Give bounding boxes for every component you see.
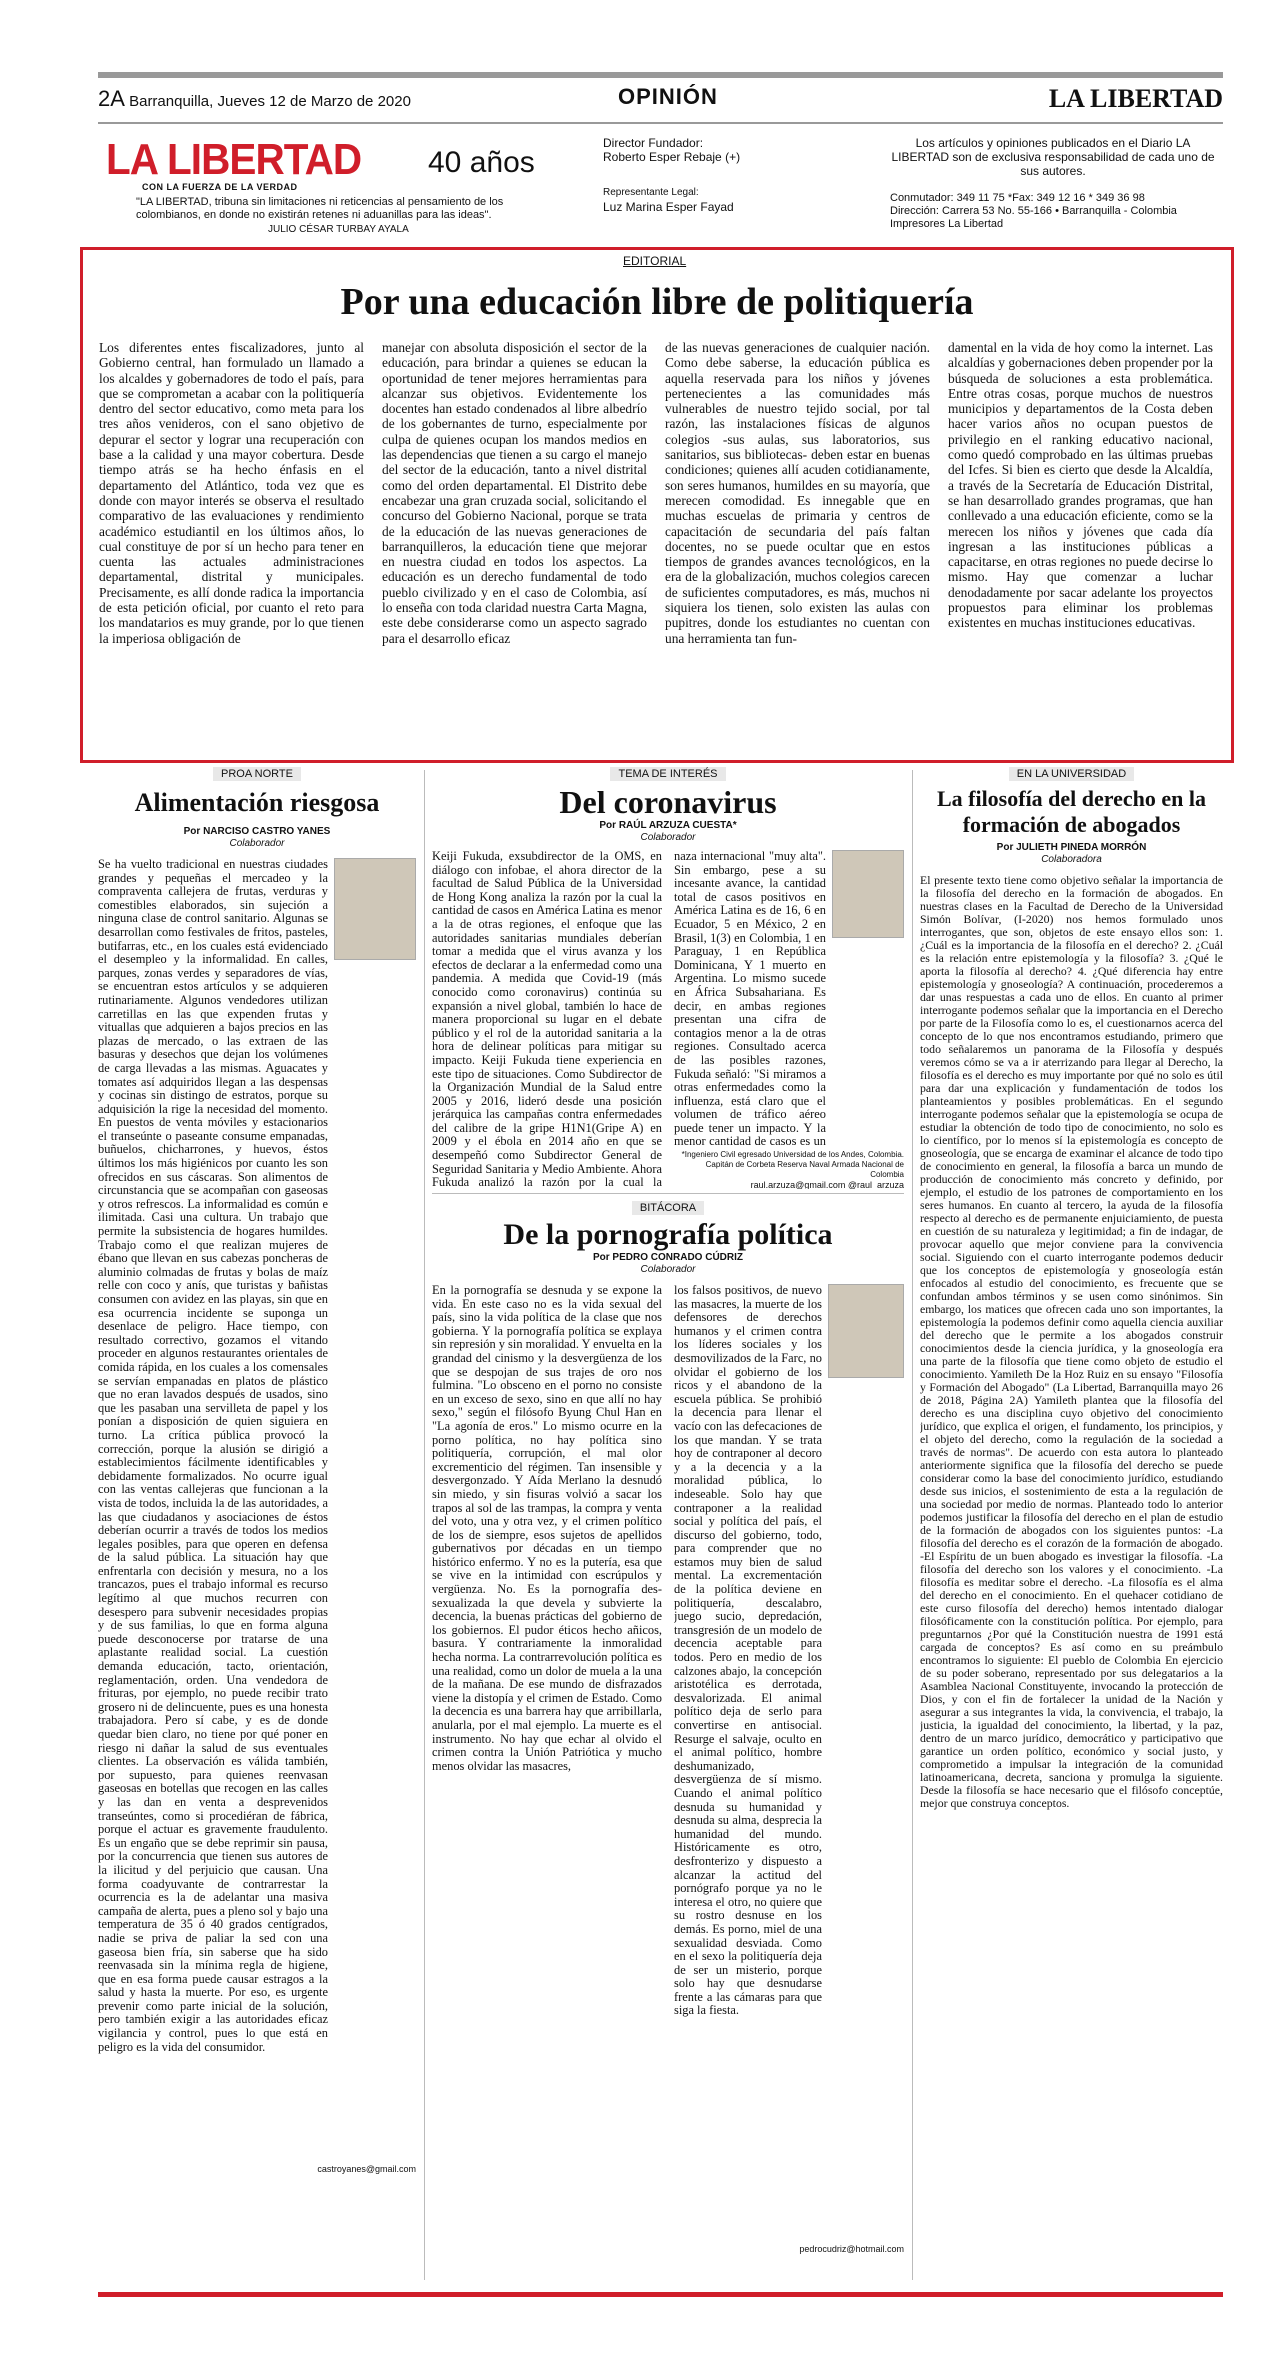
article-body: Se ha vuelto tradicional en nuestras ciudades grandes y pequeñas el mercadeo y la compraventa callejera de frutas, verduras y comestibles elaborados, sin sujeción a ninguna clase de control sanitario. Algunas se desarrollan como festivales de fritos, pasteles, butifarras, etc., en los cuales está evidenciado el desempleo y la informalidad. En calles, parques, zonas verdes y separadores de vías, se encuentran estos artículos y se adquieren rutinariamente. Algunos vendedores utilizan carretillas en las que expenden frutas y vituallas que adquieren a bajos precios en las plazas de mercado, o las extraen de las basuras y desechos que dejan los volúmenes de carga llevadas a las mismas. Aguacates y tomates así adquiridos llegan a las despensas y cocinas sin distingo de estratos, porque su adquisición la rige la necesidad del momento. En puestos de venta móviles y estacionarios el transeúnte o paseante consume empanadas, buñuelos, chicharrones, y huevos, éstos últimos los más higiénicos por cuanto les son ofrecidos en sus cáscaras. Son alimentos de circunstancia que se acompañan con gaseosas y otros refrescos. La informalidad es común e ilimitada. Casi una cultura. Un trabajo que permite la subsistencia de hogares humildes. Trabajo como el que realizan mujeres de ébano que llevan en sus cabezas poncheras de aluminio colmadas de frutas y bolas de maíz relle con coco y anís, que turistas y bañistas consumen con avidez en las playas, sin que en esa ocurrencia incidente se suponga un desenlace de peligro. Hace tiempo, con resultado correctivo, gozamos el vitando proceder en algunos restaurantes orientales de comida rápida, en los cuales a los comensales se servían empanadas en platos de plástico que no eran lavados después de usados, sino que les pasaban una servilleta de papel y los ponían a disposición de quien siguiera en turno. La crítica pública provocó la corrección, porque la alusión se dirigió a establecimientos fácilmente identificables y debidamente formalizados. No ocurre igual con las ventas callejeras que funcionan a la vista de todos, incluida la de las autoridades, a las que ciudadanos y asociaciones de éstos deberían ocurrir a través de todos los medios legales posibles, para que operen en defensa de la salud pública. La situación hay que enfrentarla con decisión y mesura, no a los trancazos, pues el trabajo informal es recurso legítimo al que muchos recurren con desespero para subvenir necesidades propias y de sus familias, lo que en forma alguna puede desconocerse por tratarse de una aplastante realidad social. La cuestión demanda educación, tacto, orientación, reglamentación, orden. Una vendedora de frituras, por ejemplo, no puede recibir trato grosero ni de delincuente, pues es una honesta trabajadora. Pero sí cabe, y es de donde quedar bien claro, no tiene por qué poner en riesgo ni dañar la salud de sus eventuales clientes. La observación es válida también, por supuesto, para quienes reenvasan gaseosas en botellas que recogen en las calles y las dan en venta a desprevenidos transeúntes, como si procediéran de fábrica, porque el actuar es gravemente fraudulento. Es un engaño que se debe reprimir sin pausa, por la concurrencia que tienen sus autores de la ilicitud y del perjuicio que causan. Una forma coadyuvante de contrarrestar la ocurrencia es la de adelantar una masiva campaña de alerta, pues a pleno sol y bajo una temperatura de 35 ó 40 grados centígrados, nadie se priva de paliar la sed con una gaseosa bien fría, sin saberse que ha sido reenvasada sin la mínima regla de higiene, que en esa forma puede causar estragos a la salud y hasta la muerte. Por eso, es urgente prevenir como parte inicial de la solución, pero también exigir a las autoridades eficaz vigilancia y control, pues lo que está en peligro es la vida del consumidor.: [98, 858, 328, 2054]
slogan: CON LA FUERZA DE LA VERDAD: [142, 182, 298, 192]
quote-author: JULIO CÉSAR TURBAY AYALA: [268, 224, 409, 235]
editorial-col-2: manejar con absoluta disposición el sector de la educación, para brindar a quienes se educan la oportunidad de tener mejores herramientas para alcanzar sus objetivos. Evidentemente los docentes han estado condenados al libre albedrío de los gobernantes de turno, especialmente por culpa de quienes ocupan los mandos medios en las dependencias que tienen a su cargo el manejo del sector de la educación, tanto a nivel distrital como del orden departamental. El Distrito debe encabezar una gran cruzada social, solicitando el concurso del Gobierno Nacional, porque se trata de la educación de las nuevas generaciones de barranquilleros, la educación tiene que mejorar en nuestra ciudad en todos los aspectos. La educación es un derecho fundamental de todo pueblo civilizado y en el caso de Colombia, así lo enseña con toda claridad nuestra Carta Magna, este debe considerarse como un aspecto sagrado para el desarrollo eficaz: [382, 340, 647, 646]
article-title: Alimentación riesgosa: [134, 788, 380, 817]
footnote: *Ingeniero Civil egresado Universidad de los Andes, Colombia. Capitán de Corbeta Reserva Naval Armada Nacional de Colombia: [681, 1150, 904, 1179]
bottom-rule: [98, 2292, 1223, 2297]
author-photo: [832, 850, 904, 938]
article-tag: EN LA UNIVERSIDAD: [1009, 767, 1134, 781]
author-email[interactable]: castroyanes@gmail.com: [317, 2164, 416, 2174]
right-article: [920, 764, 1223, 2284]
running-header: [98, 84, 1223, 118]
masthead: [98, 130, 1223, 238]
brand-name: LA LIBERTAD: [1048, 84, 1223, 113]
author-photo: [828, 1284, 904, 1378]
editorial-col-3: de las nuevas generaciones de cualquier nación. Como debe saberse, la educación pública es aquella reservada para los niños y jóvenes pertenecientes a las comunidades más vulnerables de nuestro tejido social, por tal razón, las instalaciones físicas de algunos colegios -sus aulas, sus laboratorios, sus sanitarios, sus bibliotecas- deben estar en buenas condiciones; quienes allí acuden cotidianamente, son seres humanos, humildes en su mayoría, que merecen comodidad. Es innegable que en muchas escuelas de primaria y centros de capacitación de secundaria del país faltan docentes, no se puede ocultar que en estos tiempos de grandes avances tecnológicos, en la era de la globalización, muchos colegios carecen de suficientes computadores, es más, muchos ni siquiera los tienen, solo existen las aulas con pupitres, donde los estudiantes no cuentan con una herramienta tan fun-: [665, 340, 930, 646]
disclaimer: Los artículos y opiniones publicados en el Diario LA LIBERTAD son de exclusiva responsabilidad de cada uno de sus autores.: [891, 136, 1215, 178]
page-date: 2A Barranquilla, Jueves 12 de Marzo de 2020: [98, 86, 411, 111]
column-divider: [912, 770, 913, 2280]
anniversary: 40 años: [428, 146, 535, 179]
newspaper-logo: LA LIBERTAD: [106, 135, 362, 184]
byline: Por NARCISO CASTRO YANES Colaborador: [183, 826, 331, 849]
article-body: El presente texto tiene como objetivo señalar la importancia de la filosofía del derecho en la formación de abogados. En nuestras clases en la Facultad de Derecho de la Universidad Simón Bolívar, (I-2020) nos hemos formulado unos interrogantes, que son, objetos de este ensayo ellos son: 1. ¿Cuál es la importancia de la filosofía en el derecho? 2. ¿Cuál es la relación entre epistemología y la filosofía? 3. ¿Qué le aporta la filosofía al derecho? 4. ¿Qué diferencia hay entre epistemología y gnoseología? A continuación, procederemos a dar unas respuestas a cada uno de ellos. En cuanto al primer interrogante podemos señalar que la importancia en el Derecho por parte de la Filosofía como lo es, el cuestionarnos acerca del concepto de lo que nos encontramos estudiando, primero que todo señalaremos un panorama de la Filosofía y después veremos cómo se va a ir aterrizando para llegar al Derecho, la filosofía es el derecho es muy importante por qué no solo es útil para dar una explicación y fundamentación de todos los planteamientos y posibles problemáticas. En el segundo interrogante podemos señalar que la epistemología se ocupa de estudiar la obtención de todo tipo de conocimiento, no solo es lo científico, por lo menos sí la epistemología es concepto de gnoseología, que se encarga de examinar el alcance de todo tipo de conocimiento en general, la filosofía a barca un mundo de producción de conocimiento más concreto y definido, por ejemplo, el estudio de los patrones de comportamiento en los seres humanos. En cuanto al tercero, la ayuda de la filosofía respecto al derecho es de permanente enjuiciamiento, de puesta en cuestión de su naturaleza y legitimidad; a fin de indagar, de provocar aquello que mejor conviene para la convivencia social. Siguiendo con el cuarto interrogante podemos deducir que los conceptos de epistemología y gnoseología están enfocados al estudio del conocimiento, es frecuente que se confundan ambos términos y se usen como sinónimos. Sin embargo, los matices que ofrecen cada uno son importantes, la epistemología la podemos definir como aquella ciencia auxiliar del derecho que le permite a los abogados construir conocimientos desde la ciencia jurídica, y la gnoseología era una parte de la filosofía que tiene como objeto de estudio el conocimiento. Yamileth De la Hoz Ruiz en su ensayo "Filosofía y Formación del Abogado" (La Libertad, Barranquilla mayo 26 de 2018, Página 2A) Yamileth plantea que la filosofía del derecho es una disciplina cuyo objetivo del conocimiento jurídico, que explica el origen, el fundamento, los principios, y el objeto del derecho, como la regulación de la sociedad a través de normas". De acuerdo con esta autora lo planteado anteriormente significa que la filosofía del derecho se puede considerar como la base del conocimiento jurídico, estudiando desde sus inicios, el sostenimiento de esta a la regulación de una sociedad por medio de normas. Planteado todo lo anterior podemos justificar la filosofía del derecho en el plan de estudio de la formación de abogados con los siguientes puntos: -La filosofía del derecho es el corazón de la formación de abogado. -El Espíritu de un buen abogado es investigar la filosofía. -La filosofía del derecho son los valores y el conocimiento. -La filosofía es meditar sobre el derecho. -La filosofía es el alma del derecho en el conocimiento. En el quehacer cotidiano de este curso filosofía del derecho) hemos intentado dialogar filosóficamente con la constitución política. Por ejemplo, para preguntarnos ¿Por qué la Constitución nuestra de 1991 está cargada de conceptos? Es así como en su preámbulo encontramos lo siguiente: El pueblo de Colombia En ejercicio de su poder soberano, representado por sus delegatarios a la Asamblea Nacional Constituyente, invocando la protección de Dios, y con el fin de fortalecer la unidad de la Nación y asegurar a sus integrantes la vida, la convivencia, el trabajo, la justicia, la igualdad del conocimiento, la libertad, y la paz, dentro de un marco jurídico, democrático y participativo que garantice un orden político, económico y social justo, y comprometido a impulsar la integración de la comunidad latinoamericana, decreta, sanciona y promulga la siguiente. Desde la filosofía se hace necesario que el filósofo conceptúe, mejor que construya conceptos.: [920, 874, 1223, 1810]
article-title: De la pornografía política: [503, 1218, 833, 1251]
author-email[interactable]: pedrocudriz@hotmail.com: [799, 2244, 904, 2254]
section-divider: [432, 1193, 904, 1194]
editorial-tag: EDITORIAL: [623, 254, 687, 268]
article-title: La filosofía del derecho en la formación de abogados: [936, 786, 1207, 837]
author-photo: [334, 858, 416, 960]
bottom-article: [432, 1198, 904, 2284]
article-col-1: En la pornografía se desnuda y se expone la vida. En este caso no es la vida sexual del país, sino la vida política de la clase que nos gobierna. Y la pornografía política se explaya sin represión y sin moralidad. Y envuelta en la grandad del cinismo y la desvergüenza de los que se despojan de sus trajes de oro nos fulmina. "Lo obsceno en el porno no consiste en un exceso de sexo, sino en que allí no hay sexo," según el filósofo Byung Chul Han en "La agonía de eros." Lo mismo ocurre en la porno política, no hay política sino politiquería, corrupción, el mal olor excrementicio del régimen. Tan insensible y desvergonzado. Y Aída Merlano la desnudó sin miedo, y sin fisuras volvió a sacar los trapos al sol de las trampas, la compra y venta del voto, una y otra vez, y el crimen político de los de siempre, esos sujetos de apellidos gubernativos por décadas en un tiempo histórico enfermo. Y no es la putería, esa que se vive en la intimidad con escrúpulos y vergüenza. No. Es la pornografía des-sexualizada la que devela y subvierte la decencia, la buenas prácticas del gobierno de los gobiernos. El pudor éticos hecho añicos, basura. Y contrariamente la inmoralidad hecha norma. La contrarrevolución política es una realidad, como un dolor de muela a la una de la mañana. De ese mundo de disfrazados viene la distopía y el crimen de Estado. Como la decencia es una barrera hay que arribillarla, anularla, por el mal ejemplo. La muerte es el instrumento. No hay que echar al olvido el crimen contra la Unión Patriótica y mucho menos olvidar las masacres,: [432, 1284, 662, 1773]
article-col-2: naza internacional "muy alta". Sin embargo, pese a su incesante avance, la cantidad total de casos positivos en América Latina es de 16, 6 en Ecuador, 5 en México, 2 en Brasil, 1(3) en Colombia, 1 en Paraguay, 1 en República Dominicana, Y 1 muerto en Argentina. Lo mismo sucede en África Subsahariana. Es decir, en ambas regiones presentan una cifra de contagios menor a la de otras regiones. Consultado acerca de las posibles razones, Fukuda señaló: "Si miramos a otras enfermedades como la influenza, está claro que el volumen de tráfico aéreo puede tener un impacto. Y la menor cantidad de casos es un: [674, 850, 826, 1149]
founder-quote: "LA LIBERTAD, tribuna sin limitaciones ni reticencias al pensamiento de los colombianos, en donde no existirán retenes ni aduanillas para las ideas".: [136, 196, 504, 221]
article-tag: BITÁCORA: [632, 1201, 704, 1215]
editorial-box: [80, 247, 1234, 763]
editorial-col-1: Los diferentes entes fiscalizadores, junto al Gobierno central, han formulado un llamado a los alcaldes y gobernadores de todo el país, para que se comprometan a acabar con la politiquería dentro del sector educativo, como meta para los tres años venideros, con el sano objetivo de depurar el sector y lograr una recuperación con base a la calidad y una mayor cobertura. Desde tiempo atrás se ha hecho énfasis en el departamento del Atlántico, toda vez que es donde con mayor interés se observa el resultado comparativo de las evaluaciones y rendimiento académico estudiantil en los últimos años, lo cual constituye de por sí un hecho para tener en cuenta las actuales administraciones departamental, distrital y municipales. Precisamente, es allí donde radica la importancia de esta petición oficial, por cuanto el reto para los mandatarios es muy grande, por lo que tienen la imperiosa obligación de: [99, 340, 364, 646]
top-rule: [98, 72, 1223, 78]
byline: Por PEDRO CONRADO CÚDRIZ Colaborador: [592, 1252, 743, 1275]
editorial-col-4: damental en la vida de hoy como la internet. Las alcaldías y gobernaciones deben propender por la búsqueda de soluciones a esta problemática. Entre otras cosas, porque muchos de nuestros municipios y departamentos de la Costa deben hacer varios años no ocupan puestos de privilegio en el ranking educativo nacional, como quedó comprobado en las últimas pruebas del Icfes. Si bien es cierto que desde la Alcaldía, a través de la Secretaría de Educación Distrital, se han desarrollado grandes programas, que han conllevado a una educación eficiente, como se la merecen los niños y jóvenes que cada día ingresan a las instituciones públicas a capacitarse, en otras regiones no puede decirse lo mismo. Hay que comenzar a luchar denodadamente por sacar adelante los proyectos propuestos para eliminar los problemas existentes en muchas instituciones educativas.: [948, 340, 1213, 631]
center-article: [432, 764, 904, 1189]
article-title: Del coronavirus: [559, 784, 777, 820]
byline: Por JULIETH PINEDA MORRÓN Colaboradora: [996, 842, 1147, 865]
editorial-title: Por una educación libre de politiquería: [340, 281, 974, 323]
left-article: [98, 764, 416, 2284]
article-tag: TEMA DE INTERÉS: [610, 767, 725, 781]
article-tag: PROA NORTE: [213, 767, 301, 781]
author-email[interactable]: raul.arzuza@gmail.com @raul_arzuza: [750, 1180, 904, 1189]
byline: Por RAÚL ARZUZA CUESTA* Colaborador: [599, 820, 737, 843]
contact-info: Conmutador: 349 11 75 *Fax: 349 12 16 * 349 36 98 Dirección: Carrera 53 No. 55-166 • Barranquilla - Colombia Impresores La Libertad: [890, 192, 1177, 230]
article-col-1: Keiji Fukuda, exsubdirector de la OMS, en diálogo con infobae, el ahora director de la facultad de Salud Pública de la Universidad de Hong Kong analiza la razón por la cual la cantidad de casos en América Latina es menor a la de otras regiones, el enfoque que las autoridades sanitarias mundiales deberían tomar a medida que el virus avanza y los efectos de declarar a la enfermedad como una pandemia. A medida que Covid-19 (más conocido como coronavirus) continúa su expansión a nivel global, también lo hace de manera proporcional su lugar en el debate público y el rol de la autoridad sanitaria a la hora de delinear políticas para mitigar su impacto. Keiji Fukuda tiene experiencia en este tipo de situaciones. Como Subdirector de la Organización Mundial de la Salud entre 2005 y 2016, lideró desde una posición jerárquica las campañas contra enfermedades del calibre de la gripe H1N1(Gripe A) en 2009 y el ébola en 2014 año en que se desempeñó como Subdirector General de Seguridad Sanitaria y Medio Ambiente. Ahora Fukuda analizó la razón por la cual la: [432, 850, 662, 1189]
article-col-2: los falsos positivos, de nuevo las masacres, la muerte de los defensores de derechos humanos y el crimen contra los líderes sociales y los desmovilizados de la Farc, no olvidar el gobierno de los ricos y el abandono de la escuela pública. Se prohibió la decencia para llenar el vacío con las defecaciones de los que mandan. Y se trata hoy de contraponer al decoro y a la decencia y a la moralidad pública, lo indeseable. Solo hay que contraponer a la realidad social y política del país, el discurso del gobierno, todo, para comprender que no estamos muy bien de salud mental. La excrementación de la política deviene en politiquería, descalabro, juego sucio, depredación, transgresión de un modelo de decencia aceptable para todos. Pero en medio de los calzones abajo, la concepción aristotélica es derrotada, desvalorizada. El animal político deja de serlo para convertirse en antisocial. Resurge el salvaje, oculto en el animal político, hombre deshumanizado, desvergüenza de sí mismo. Cuando el animal político desnuda su humanidad y desnuda su alma, desprecia la humanidad del mundo. Históricamente es otro, desfronterizo y dispuesto a alcanzar la actitud del pornógrafo porque ya no le interesa el otro, no quiere que su rostro desnuse en los demás. Es porno, miel de una sexualidad desviada. Como en el sexo la politiquería deja de ser un misterio, porque solo hay que desnudarse frente a las cámaras para que siga la fiesta.: [674, 1284, 822, 2018]
director-info: Director Fundador: Roberto Esper Rebaje (+) Representante Legal: Luz Marina Esper Fayad: [603, 136, 741, 214]
editorial-columns: [99, 340, 1215, 745]
header-rule: [98, 122, 1223, 124]
column-divider: [424, 770, 425, 2280]
section-title: OPINIÓN: [618, 84, 718, 109]
